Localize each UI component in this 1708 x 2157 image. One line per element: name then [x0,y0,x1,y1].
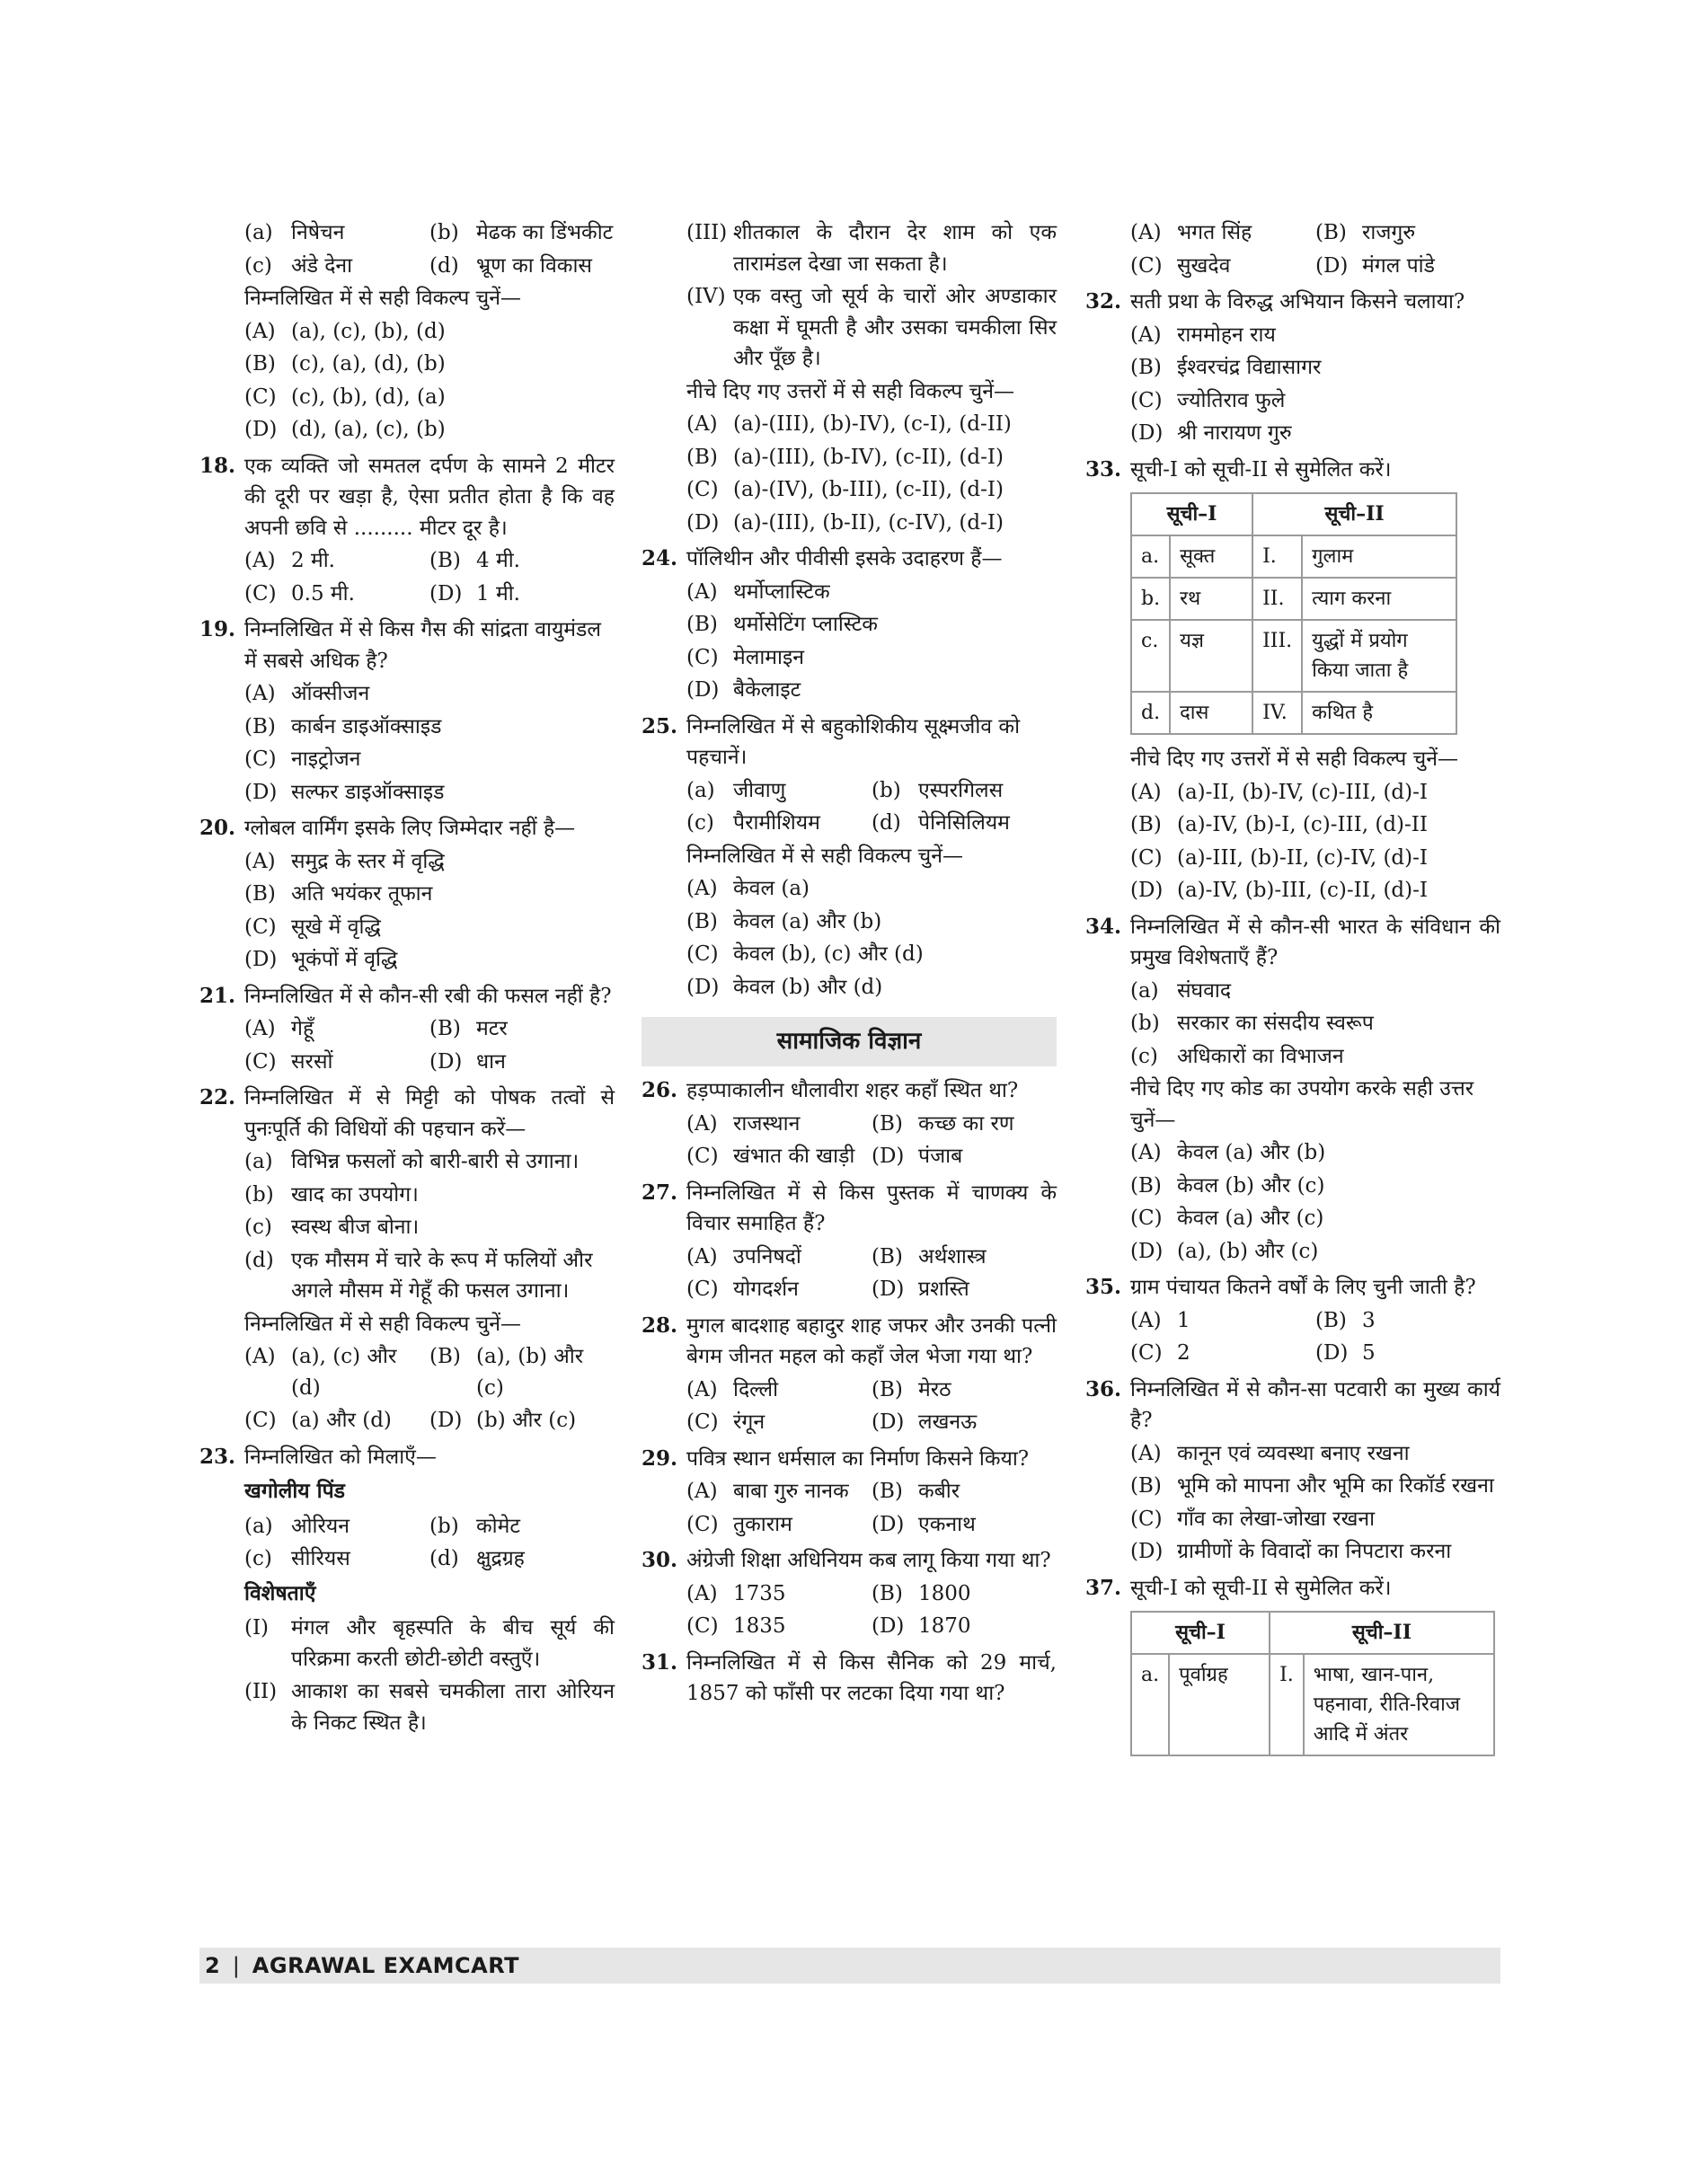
table-row: d. दास IV. कथित है [1131,692,1456,734]
table-row: c. यज्ञ III. युद्धों में प्रयोग किया जाता है [1131,620,1456,692]
question-36: 36. निम्नलिखित में से कौन-सा पटवारी का मुख्य कार्य है? [1085,1376,1500,1432]
question-35: 35. ग्राम पंचायत कितने वर्षों के लिए चुनी जाती है? [1085,1275,1476,1299]
q17-prompt: निम्नलिखित में से सही विकल्प चुनें— [244,287,521,310]
question-33: 33. सूची-I को सूची-II से सुमेलित करें। [1085,456,1392,482]
question-37: 37. सूची-I को सूची-II से सुमेलित करें। [1085,1575,1392,1600]
footer-separator: | [232,1953,240,1978]
table-header: सूची–I [1131,1612,1270,1654]
q33-match-table [1130,492,1457,735]
question-22: 22. निम्नलिखित में से मिट्टी को पोषक तत्वों से पुनःपूर्ति की विधियों की पहचान करें— [199,1085,615,1141]
question-25: 25. निम्नलिखित में से बहुकोशिकीय सूक्ष्मजीव को पहचानें। [642,713,1021,769]
column-3: (A) भगत सिंह (B) राजगुरु (C) सुखदेव (D) मंगल पांडे 32. सती प्रथा के विरुद्ध अभियान किसने चलाया? (A) राममोहन राय (B) ईश्वरचंद्र विद्यासागर (C) ज्योतिराव फुले (D) श्री नारायण गुरु 33. सूची-I को सूची-II से सुमेलित करें। सूची–I सूची–II a. सूक्त I. गुलाम b. रथ II. त्याग करना c. यज्ञ III. युद्धों में प्रयोग किया जाता है d. दास IV. कथित है नीचे दिए गए उत्तरों में से सही विकल्प चुनें— (A) (a)-II, (b)-IV, (c)-III, (d)-I (B) (a)-IV, (b)-I, (c)-III, (d)-II (C) (a)-III, (b)-II, (c)-IV, (d)-I (D) (a)-IV, (b)-III, (c)-II, (d)-I 34. निम्नलिखित में से कौन-सी भारत के संविधान की प्रमुख विशेषताएँ हैं? (a) संघवाद (b) सरकार का संसदीय स्वरूप (c) अधिकारों का विभाजन नीचे दिए गए कोड का उपयोग करके सही उत्तर चुनें— (A) केवल (a) और (b) (B) केवल (b) और (c) (C) केवल (a) और (c) (D) (a), (b) और (c) 35. ग्राम पंचायत कितने वर्षों के लिए चुनी जाती है? (A) 1 (B) 3 (C) 2 (D) 5 36. निम्नलिखित में से कौन-सा पटवारी का मुख्य कार्य है? (A) कानून एवं व्यवस्था बनाए रखना (B) भूमि को मापना और भूमि का रिकॉर्ड रखना (C) गाँव का लेखा-जोखा रखना (D) ग्रामीणों के विवादों का निपटारा करना 37. सूची-I को सूची-II से सुमेलित करें। सूची–I सूची–II a. पूर्वाग्रह I. भाषा, खान-पान, पहनावा, रीति-रिवाज आदि में अंतर [1085,216,1500,1765]
question-32: 32. सती प्रथा के विरुद्ध अभियान किसने चलाया? [1085,289,1465,314]
question-29: 29. पवित्र स्थान धर्मसाल का निर्माण किसने किया? [642,1445,1030,1471]
question-23: 23. निम्नलिखित को मिलाएँ— [199,1444,437,1469]
column-2: (III) शीतकाल के दौरान देर शाम को एक तारामंडल देखा जा सकता है। (IV) एक वस्तु जो सूर्य के चारों ओर अण्डाकार कक्षा में घूमती है और उसका चमकीला सिर और पूँछ है। नीचे दिए गए उत्तरों में से सही विकल्प चुनें— (A) (a)-(III), (b)-IV), (c-I), (d-II) (B) (a)-(III), (b-IV), (c-II), (d-I) (C) (a)-(IV), (b-III), (c-II), (d-I) (D) (a)-(III), (b-II), (c-IV), (d-I) 24. पॉलिथीन और पीवीसी इसके उदाहरण हैं— (A) थर्मोप्लास्टिक (B) थर्मोसेटिंग प्लास्टिक (C) मेलामाइन (D) बैकेलाइट 25. निम्नलिखित में से बहुकोशिकीय सूक्ष्मजीव को पहचानें। (a) जीवाणु (b) एस्परगिलस (c) पैरामीशियम (d) पेनिसिलियम निम्नलिखित में से सही विकल्प चुनें— (A) केवल (a) (B) केवल (a) और (b) (C) केवल (b), (c) और (d) (D) केवल (b) और (d) सामाजिक विज्ञान 26. हड़प्पाकालीन धौलावीरा शहर कहाँ स्थित था? (A) राजस्थान (B) कच्छ का रण (C) खंभात की खाड़ी (D) पंजाब 27. निम्नलिखित में से किस पुस्तक में चाणक्य के विचार समाहित हैं? (A) उपनिषदों (B) अर्थशास्त्र (C) योगदर्शन (D) प्रशस्ति 28. मुगल बादशाह बहादुर शाह जफर और उनकी पत्नी बेगम जीनत महल को कहाँ जेल भेजा गया था? (A) दिल्ली (B) मेरठ (C) रंगून (D) लखनऊ 29. पवित्र स्थान धर्मसाल का निर्माण किसने किया? (A) बाबा गुरु नानक (B) कबीर (C) तुकाराम (D) एकनाथ 30. अंग्रेजी शिक्षा अधिनियम कब लागू किया गया था? (A) 1735 (B) 1800 (C) 1835 (D) 1870 31. निम्नलिखित में से किस सैनिक को 29 मार्च, 1857 को फाँसी पर लटका दिया गया था? [642,216,1057,1710]
table-row: b. रथ II. त्याग करना [1131,578,1456,620]
question-31: 31. निम्नलिखित में से किस सैनिक को 29 मार्च, 1857 को फाँसी पर लटका दिया गया था? [642,1649,1057,1705]
table-header: सूची–II [1252,493,1456,535]
question-21: 21. निम्नलिखित में से कौन-सी रबी की फसल नहीं है? [199,983,612,1008]
table-row: a. पूर्वाग्रह I. भाषा, खान-पान, पहनावा, रीति-रिवाज आदि में अंतर [1131,1654,1494,1755]
q23-heading-bodies: खगोलीय पिंड [244,1479,345,1503]
question-30: 30. अंग्रेजी शिक्षा अधिनियम कब लागू किया गया था? [642,1548,1051,1572]
brand-logo-text: AGRAWAL EXAMCART [252,1953,519,1978]
question-26: 26. हड़प्पाकालीन धौलावीरा शहर कहाँ स्थित था? [642,1078,1019,1102]
table-header: सूची–II [1270,1612,1494,1654]
q23-heading-features: विशेषताएँ [244,1580,316,1605]
question-20: 20. ग्लोबल वार्मिंग इसके लिए जिम्मेदार नहीं है— [199,816,576,840]
page-number: 2 [205,1953,220,1978]
question-19: 19. निम्नलिखित में से किस गैस की सांद्रता वायुमंडल में सबसे अधिक है? [199,617,601,673]
question-28: 28. मुगल बादशाह बहादुर शाह जफर और उनकी पत्नी बेगम जीनत महल को कहाँ जेल भेजा गया था? [642,1313,1057,1368]
question-24: 24. पॉलिथीन और पीवीसी इसके उदाहरण हैं— [642,546,1003,570]
q37-match-table [1130,1611,1495,1756]
section-heading-social-science: सामाजिक विज्ञान [642,1017,1057,1066]
table-row: a. सूक्त I. गुलाम [1131,535,1456,578]
table-header: सूची–I [1131,493,1252,535]
question-34: 34. निम्नलिखित में से कौन-सी भारत के संविधान की प्रमुख विशेषताएँ हैं? [1085,914,1500,969]
column-1: (a) निषेचन (b) मेढक का डिंभकीट (c) अंडे देना (d) भ्रूण का विकास निम्नलिखित में से सही विकल्प चुनें— (A) (a), (c), (b), (d) (B) (c), (a), (d), (b) (C) (c), (b), (d), (a) (D) (d), (a), (c), (b) 18. एक व्यक्ति जो समतल दर्पण के सामने 2 मीटर की दूरी पर खड़ा है, ऐसा प्रतीत होता है कि वह अपनी छवि से ......... मीटर दूर है। (A) 2 मी. (B) 4 मी. (C) 0.5 मी. (D) 1 मी. 19. निम्नलिखित में से किस गैस की सांद्रता वायुमंडल में सबसे अधिक है? (A) ऑक्सीजन (B) कार्बन डाइऑक्साइड (C) नाइट्रोजन (D) सल्फर डाइऑक्साइड 20. ग्लोबल वार्मिंग इसके लिए जिम्मेदार नहीं है— (A) समुद्र के स्तर में वृद्धि (B) अति भयंकर तूफान (C) सूखे में वृद्धि (D) भूकंपों में वृद्धि 21. निम्नलिखित में से कौन-सी रबी की फसल नहीं है? (A) गेहूँ (B) मटर (C) सरसों (D) धान 22. निम्नलिखित में से मिट्टी को पोषक तत्वों से पुनःपूर्ति की विधियों की पहचान करें— (a) विभिन्न फसलों को बारी-बारी से उगाना। (b) खाद का उपयोग। (c) स्वस्थ बीज बोना। (d) एक मौसम में चारे के रूप में फलियों और अगले मौसम में गेहूँ की फसल उगाना। निम्नलिखित में से सही विकल्प चुनें— (A) (a), (c) और (d) (B) (a), (b) और (c) (C) (a) और (d) (D) (b) और (c) 23. निम्नलिखित को मिलाएँ— खगोलीय पिंड (a) ओरियन (b) कोमेट (c) सीरियस (d) क्षुद्रग्रह विशेषताएँ (I) मंगल और बृहस्पति के बीच सूर्य की परिक्रमा करती छोटी-छोटी वस्तुएँ। (II) आकाश का सबसे चमकीला तारा ओरियन के निकट स्थित है। [199,216,615,1740]
q17-continued: (a) निषेचन (b) मेढक का डिंभकीट (c) अंडे देना (d) भ्रूण का विकास निम्नलिखित में से सही विकल्प चुनें— (A) (a), (c), (b), (d) (B) (c), (a), (d), (b) (C) (c), (b), (d), (a) (D) (d), (a), (c), (b) [244,221,614,441]
page-footer [199,1948,1500,1984]
question-18: 18. एक व्यक्ति जो समतल दर्पण के सामने 2 मीटर की दूरी पर खड़ा है, ऐसा प्रतीत होता है कि वह अपनी छवि से ......... मीटर दूर है। [199,453,615,540]
question-27: 27. निम्नलिखित में से किस पुस्तक में चाणक्य के विचार समाहित हैं? [642,1180,1057,1235]
